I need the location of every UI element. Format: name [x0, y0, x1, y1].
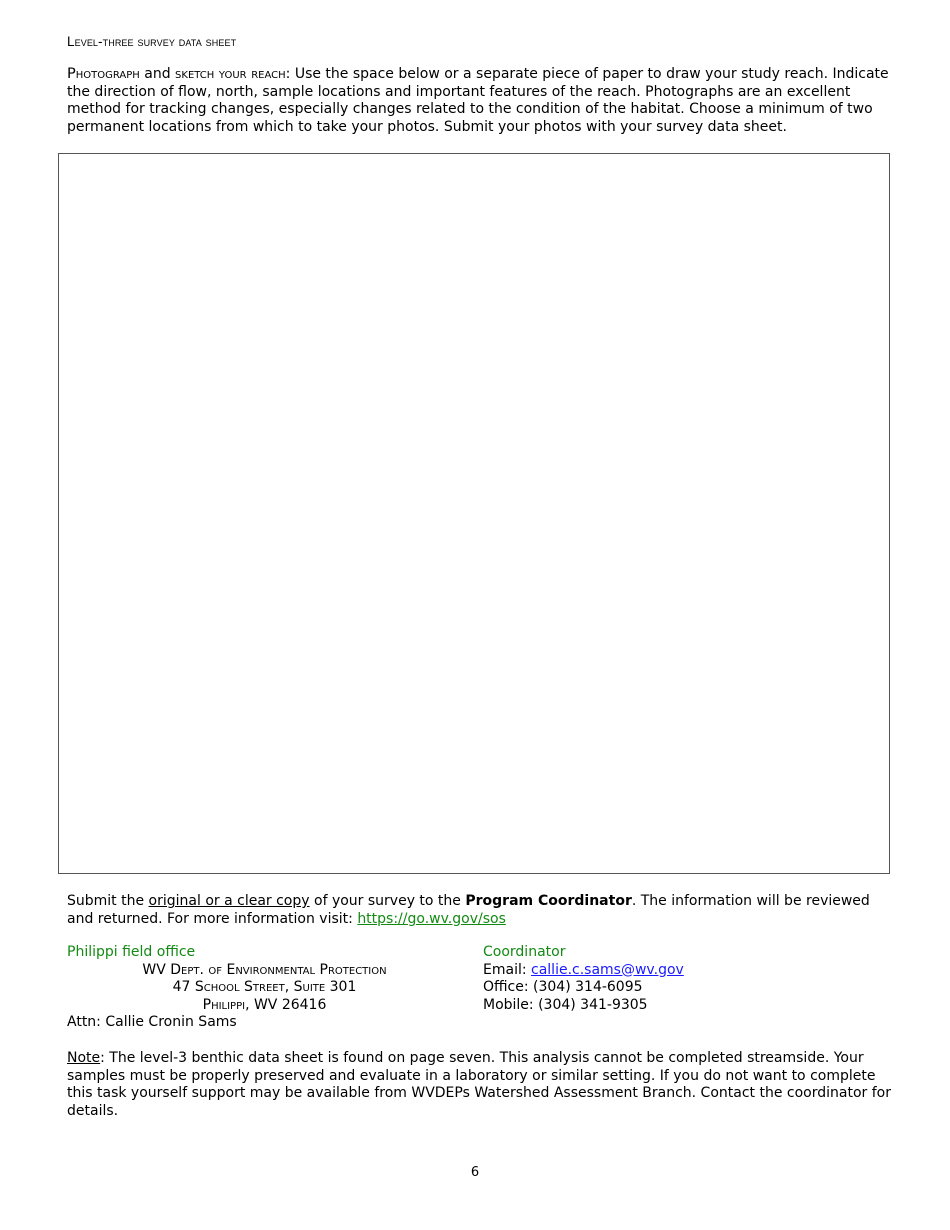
coordinator-email-link[interactable]: callie.c.sams@wv.gov [531, 961, 684, 978]
submit-text-2: of your survey to the [309, 893, 466, 909]
page-title: Level-three survey data sheet [67, 34, 237, 49]
submit-text-3: . The information will be reviewed and returned. For more information visit: [67, 893, 870, 927]
sos-link[interactable]: https://go.wv.gov/sos [357, 910, 506, 927]
intro-paragraph [67, 66, 897, 137]
office-address-line-1: WV Dept. of Environmental Protection [142, 961, 387, 978]
office-address-line-3: Philippi, WV 26416 [202, 996, 327, 1013]
submit-text-1: Submit the [67, 893, 149, 909]
note-label: Note [67, 1050, 101, 1066]
sketch-area[interactable] [58, 153, 890, 874]
note-text: : The level-3 benthic data sheet is found on page seven. This analysis cannot be completed streamside. Your samples must be properly preserved and evaluate in a laboratory or similar setting. If you do not want to complete this task yourself support may be available from WVDEPs Watershed Assessment Branch. Contact the coordinator for details. [67, 1050, 891, 1120]
intro-and: and [139, 66, 176, 82]
intro-lead-photograph: Photograph [67, 66, 140, 82]
coordinator-office-phone: Office: (304) 314-6095 [483, 979, 643, 995]
intro-lead-sketch: sketch your reach [175, 66, 286, 82]
submit-underlined: original or a clear copy [148, 893, 310, 909]
office-address-line-2: 47 School Street, Suite 301 [172, 979, 357, 995]
coordinator-email-line [483, 962, 883, 980]
email-label: Email: [483, 961, 532, 978]
field-office-block [67, 944, 447, 1032]
office-attn: Attn: Callie Cronin Sams [67, 1014, 237, 1030]
page-number: 6 [470, 1165, 480, 1180]
intro-body: : Use the space below or a separate piece of paper to draw your study reach. Indicate the direction of flow, north, sample locations and important features of the reach. Photographs are an excellent method for tracking changes, especially changes related to the condition of the habitat. Choose a minimum of two permanent locations from which to take your photos. Submit your photos with your survey data sheet. [67, 66, 889, 136]
program-coordinator-label: Program Coordinator [465, 893, 632, 909]
submit-paragraph [67, 893, 887, 928]
coordinator-mobile-phone: Mobile: (304) 341-9305 [483, 996, 648, 1013]
note-paragraph [67, 1050, 892, 1121]
coordinator-block [483, 944, 883, 1014]
field-office-heading: Philippi field office [67, 944, 196, 960]
coordinator-heading: Coordinator [483, 944, 566, 960]
